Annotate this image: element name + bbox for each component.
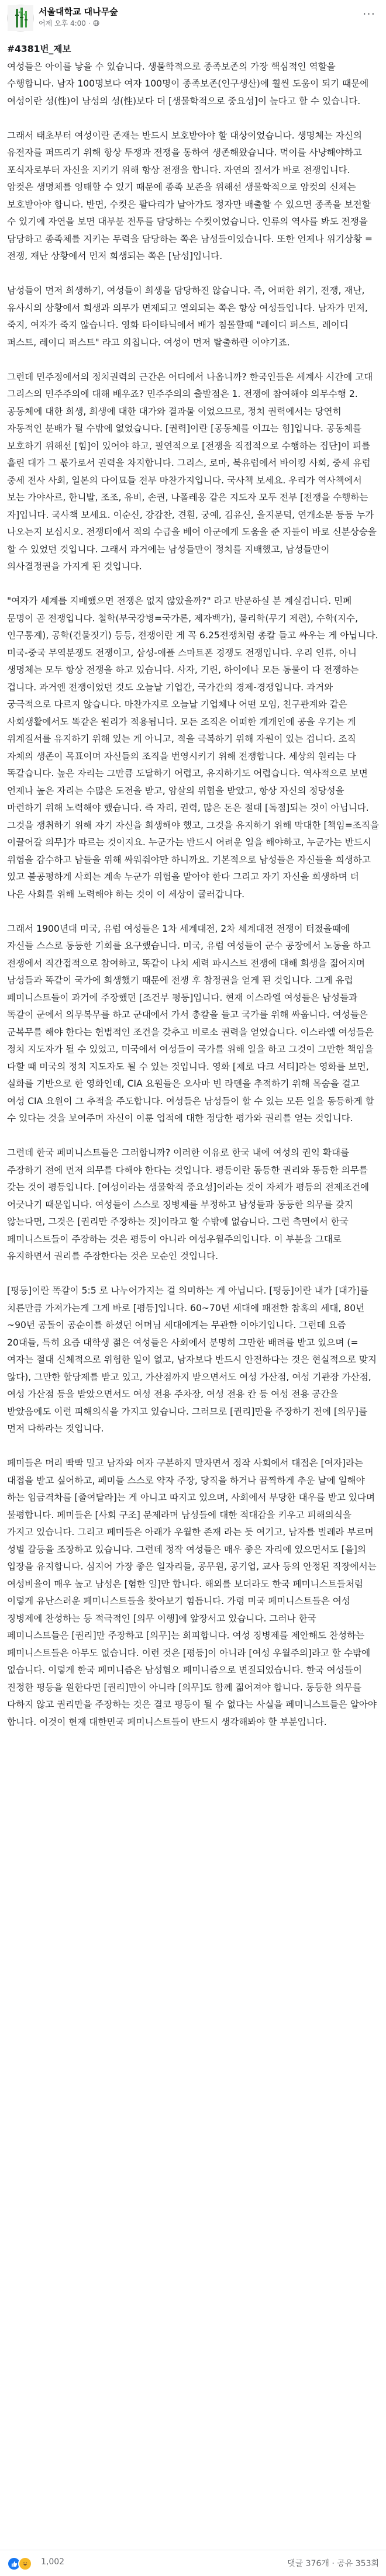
globe-icon bbox=[93, 20, 99, 26]
post-paragraph: 그런데 민주정에서의 정치권력의 근간은 어디에서 나옵니까? 한국인들은 세계사 시간에 고대 그리스의 민주주의에 대해 배우죠? 민주주의의 출발점은 1. 전쟁에 참여해야 의무수행 2. 공동체에 대한 희생, 희생에 대한 대가와 결과물 이었으므로, 정치 권력에서는 당연히 자동적인 분배가 될 수밖에 없었습니다. [권력]이란 [공동체를 이끄는 힘]입니다. 공동체를 보호하기 위해선 [힘]이 있어야 하고, 필연적으로 [전쟁을 직접적으로 수행하는 집단]이 피를 흘린 대가 그 몫가로서 권력을 차지합니다. 그리스, 로마, 북유럽에서 바이킹 사회, 중세 유럽 중세 전사 사회, 일본의 다이묘들 전부 마찬가지입니다. 국사책 보세요. 우리가 역사책에서 보는 가야사르, 한니발, 조조, 유비, 손권, 나폴레옹 같은 지도자 모두 전부 [전쟁을 수행하는 자]입니다. 국사책 보세요. 이순신, 강감찬, 견훤, 궁예, 김유신, 을지문덕, 연개소문 등등 누가 나오는지 보십시오. 전쟁터에서 적의 수급을 베어 아군에게 도움을 준 자들이 바로 신분상승을 할 수 있었던 것입니다. 그래서 과거에는 남성들만이 정치를 지배했고, 남성들만이 의사결정권을 가지게 된 것입니다. bbox=[7, 371, 380, 572]
haha-reaction-icon bbox=[18, 2557, 32, 2571]
bamboo-logo-icon bbox=[8, 5, 33, 31]
post-paragraph: 남성들이 먼저 희생하기, 여성들이 희생을 담당하진 않습니다. 즉, 어떠한 위기, 전쟁, 재난, 유사시의 상황에서 희생과 의무가 면제되고 열외되는 쪽은 항상 여성들입니다. 남자가 먼저, 죽지, 여자가 죽지 않습니다. 영화 타이타닉에서 배가 침몰할때 "레이디 퍼스트, 레이디 퍼스트, 레이디 퍼스트" 라고 외칩니다. 여성이 먼저 탈출하란 이야기죠. bbox=[7, 285, 371, 348]
meta-separator: · bbox=[88, 19, 91, 27]
post-paragraph: 여성들은 아이를 낳을 수 있습니다. 생물학적으로 종족보존의 가장 핵심적인 역할을 수행합니다. 남자 100명보다 여자 100명이 종족보존(인구생산)에 훨씬 도움이 되기 때문에 여성이란 성(性)이 남성의 성(性)보다 더 [생물학적으로 중요성]이 높다고 할 수 있습니다. bbox=[7, 61, 372, 106]
post-paragraph: 그래서 태초부터 여성이란 존재는 반드시 보호받아야 할 대상이었습니다. 생명체는 자신의 유전자를 퍼뜨리기 위해 항상 투쟁과 전쟁을 통하여 생존해왔습니다. 먹이를 사냥해야하고 포식자로부터 자신을 지키기 위해 항상 전쟁을 합니다. 자연의 질서가 바로 전쟁입니다. 암컷은 생명체를 잉태할 수 있기 때문에 종족 보존을 위해선 생물학적으로 암컷의 신체는 보호받아야 합니다. 반면, 수컷은 팔다리가 날아가도 정자만 배출할 수 있으면 종족을 보전할 수 있기에 자연을 보면 대부분 전투를 담당하는 수컷이었습니다. 인류의 역사를 봐도 전쟁을 담당하고 종족체를 지키는 무력을 담당하는 쪽은 남성들이었습니다. 또한 언제나 위기상황 = 전쟁, 재난 상황에서 먼저 희생되는 쪽은 [남성]입니다. bbox=[7, 130, 375, 261]
more-options-button[interactable]: ··· bbox=[362, 7, 376, 21]
post-paragraph: 그런데 한국 페미니스트들은 그러합니까? 이러한 이유로 한국 내에 여성의 권익 확대를 주장하기 전에 먼저 의무를 다해야 한다는 것입니다. 평등이란 동등한 권리와 동등한 의무를 갖는 것이 평등입니다. [여성이라는 생물학적 중요성]이라는 것이 자체가 평등의 전제조건에 어긋나기 때문입니다. 여성들이 스스로 징병제를 부정하고 남성들과 동등한 의무를 갖지 않는다면, 그것은 [권리만 주장하는 것]이라고 할 수밖에 없습니다. 그런 측면에서 한국 페미니스트들이 주장하는 것은 평등이 아니라 여성우월주의입니다. 이 부분을 그대로 유지하면서 권리를 주장한다는 것은 모순인 것입니다. bbox=[7, 1147, 373, 1261]
reaction-count[interactable]: 1,002 bbox=[41, 2557, 65, 2567]
page-name[interactable]: 서울대학교 대나무숲 bbox=[39, 6, 118, 17]
post-time[interactable]: 어제 오후 4:00 bbox=[39, 19, 86, 27]
page-avatar[interactable] bbox=[7, 5, 34, 32]
post-paragraph: 페미들은 머리 빡빡 밀고 남자와 여자 구분하지 말자면서 정작 사회에서 대접은 [여자]라는 대접을 받고 싶어하고, 페미들 스스로 약자 주장, 당직을 하거나 끔찍하게 추운 날에 일해야 하는 임금격차를 [줄여달라]는 게 아니고 따지고 있으며, 사회에서 부당한 대우를 받고 있다며 불평합니다. 페미들은 [사회 구조] 문제라며 남성들에 대한 적대감을 키우고 피해의식을 가지고 있습니다. 그리고 페미들은 아래가 우월한 존재 라는 듯 여기고, 남자를 벌레라 부르며 성별 갈등을 조장하고 있습니다. 그런데 정작 여성들은 매우 좋은 자리에 있으면서도 [을]의 입장을 유지합니다. 심지어 가장 좋은 일자리들, 공무원, 공기업, 교사 등의 안정된 직장에서는 여성비율이 매우 높고 남성은 [험한 일]만 합니다. 해외를 보더라도 한국 페미니스트들처럼 이렇게 유난스러운 페미니스트들을 찾아보기 힘듭니다. 가령 미국 페미니스트들은 여성 징병제에 찬성하는 등 적극적인 [의무 이행]에 앞장서고 있습니다. 그러나 한국 페미니스트들은 [권리]만 주장하고 [의무]는 회피합니다. 여성 징병제를 제안해도 찬성하는 페미니스트들은 아무도 없습니다. 이런 것은 [평등]이 아니라 [여성 우월주의]라고 할 수밖에 없습니다. 이렇게 한국 페미니즘은 남성혐오 페미니즘으로 변질되었습니다. 한국 여성들이 진정한 평등을 원한다면 [권리]만이 아니라 [의무]도 함께 짊어져야 합니다. 동등한 의무를 다하지 않고 권리만을 주장하는 것은 결코 평등이 될 수 없다는 사실을 페미니스트들은 알아야 합니다. 이것이 현재 대한민국 페미니스트들이 반드시 생각해봐야 할 부분입니다. bbox=[7, 1458, 380, 1727]
post-paragraph: "여자가 세계를 지배했으면 전쟁은 없지 않았을까?" 라고 반문하실 분 계실겁니다. 민폐 문명이 곧 전쟁입니다. 철학(부국강병=국가론, 제자백가), 물리학(무기 제련), 수학(지수, 인구통계), 공학(건물짓기) 등등, 전쟁이란 게 꼭 6.25전쟁처럼 총칼 들고 싸우는 게 아닙니다. 미국-중국 무역분쟁도 전쟁이고, 삼성-애플 스마트폰 경쟁도 전쟁입니다. 우리 인류, 아니 생명체는 모두 항상 전쟁을 하고 있습니다. 사자, 기린, 하이에나 모든 동물이 다 전쟁하는 겁니다. 과거엔 전쟁이었던 것도 오늘날 기업간, 국가간의 경제-경쟁입니다. 과거와 궁극적으로 다르지 않습니다. 마찬가지로 오늘날 기업체나 어떤 모임, 친구관계와 같은 사회생활에서도 똑같은 원리가 적용됩니다. 모든 조직은 어떠한 개개인에 공을 우기는 게 위계질서를 유지하기 위해 있는 게 아니고, 적을 극복하기 위해 자원이 있는 겁니다. 조직 자체의 생존이 목표이며 자신들의 조직을 번영시키기 위해 전쟁합니다. 세상의 원리는 다 똑같습니다. 높은 자리는 그만큼 도달하기 어렵고, 유지하기도 어렵습니다. 역사적으로 보면 언제나 높은 자리는 수많은 도전을 받고, 암살의 위협을 받았고, 항상 자신의 정당성을 마련하기 위해 노력해야 했습니다. 즉 자리, 권력, 많은 돈은 절대 [독점]되는 것이 아닙니다. 그것을 쟁취하기 위해 자기 자신을 희생해야 했고, 그것을 유지하기 위해 막대한 [책임=조직을 이끌어갈 의무]가 따르는 것이지요. 누군가는 반드시 어려운 일을 해야하고, 누군가는 반드시 위험을 감수하고 남들을 위해 싸워줘야만 하니까요. 기본적으로 남성들은 자신들을 희생하고 있고 불공평하게 사회는 계속 누군가 위험을 맡아야 한다 그리고 자기 자신을 희생하며 더 나은 사회를 위해 노력해야 하는 것이 이 세상이 굴러갑니다. bbox=[7, 596, 382, 900]
comments-shares-count[interactable]: 댓글 376개 · 공유 353회 bbox=[287, 2559, 379, 2568]
reaction-bar bbox=[0, 2550, 386, 2576]
post-header bbox=[0, 0, 386, 35]
post-paragraph: 그래서 1900년대 미국, 유럽 여성들은 1차 세계대전, 2차 세계대전 전쟁이 터졌을때에 자신들 스스로 동등한 기회를 요구했습니다. 미국, 유럽 여성들이 군수 공장에서 노동을 하고 전쟁에서 직간접적으로 참여하고, 똑같이 나치 세력 파시스트 전쟁에 대해 희생을 짊어지며 남성들과 똑같이 국가에 희생했기 때문에 전쟁 후 참정권을 얻게 된 것입니다. 그게 유럽 페미니스트들이 과거에 주장했던 [조건부 평등]입니다. 현재 이스라엘 여성들은 남성들과 똑같이 군에서 의무복무를 하고 군대에서 가서 총칼을 들고 국가를 위해 싸웁니다. 여성들은 군복무를 해야 한다는 헌법적인 조건을 갖추고 비로소 권력을 얻었습니다. 이스라엘 여성들은 정치 지도자가 될 수 있었고, 미국에서 여성들이 국가를 위해 일을 하고 그것이 그만한 책임을 다할 때 미국의 정치 지도자도 될 수 있는 것입니다. 영화 [제로 다크 서티]라는 영화를 보면, 실화를 기반으로 한 영화인데, CIA 요원들은 오사마 빈 라덴을 추적하기 위해 목숨을 걸고 여성 CIA 요원이 그 추적을 주도합니다. 여성들은 남성들이 할 수 있는 모든 일을 동등하게 할 수 있다는 것을 보여주며 자신이 이룬 업적에 대한 정당한 평가와 권리를 얻는 것입니다. bbox=[7, 923, 377, 1123]
post-body bbox=[7, 41, 382, 2534]
post-paragraph: [평등]이란 똑같이 5:5 로 나누어가지는 걸 의미하는 게 아닙니다. [평등]이란 내가 [대가]를 치른만큼 가져가는게 그게 바로 [평등]입니다. 60~70년 세대에 패전한 참혹의 세대, 80년~90년 공돌이 공순이를 하셨던 어머님 세대에게는 무관한 이야기입니다. 그런데 요즘 20대들, 특히 요즘 대학생 젊은 여성들은 사회에서 분명히 그만한 배려를 받고 있으며 (=여자는 절대 신체적으로 위험한 일이 없고, 남자보다 반드시 안전하다는 것은 현실적으로 맞지 않다), 그만한 할당제를 받고 있고, 가산점까지 받으면서도 여성 가산점, 여성 기관장 가산점, 여성 가산점 등을 받았으면서도 여성 전용 주차장, 여성 전용 칸 등 여성 전용 공간을 받았음에도 이런 피해의식을 가지고 있습니다. 그러므로 [권리]만을 주장하기 전에 [의무]를 먼저 다하라는 것입니다. bbox=[7, 1285, 380, 1434]
post-tag[interactable]: #4381번_제보 bbox=[7, 44, 71, 54]
reaction-icons[interactable] bbox=[7, 2557, 32, 2571]
post-meta bbox=[39, 18, 99, 28]
